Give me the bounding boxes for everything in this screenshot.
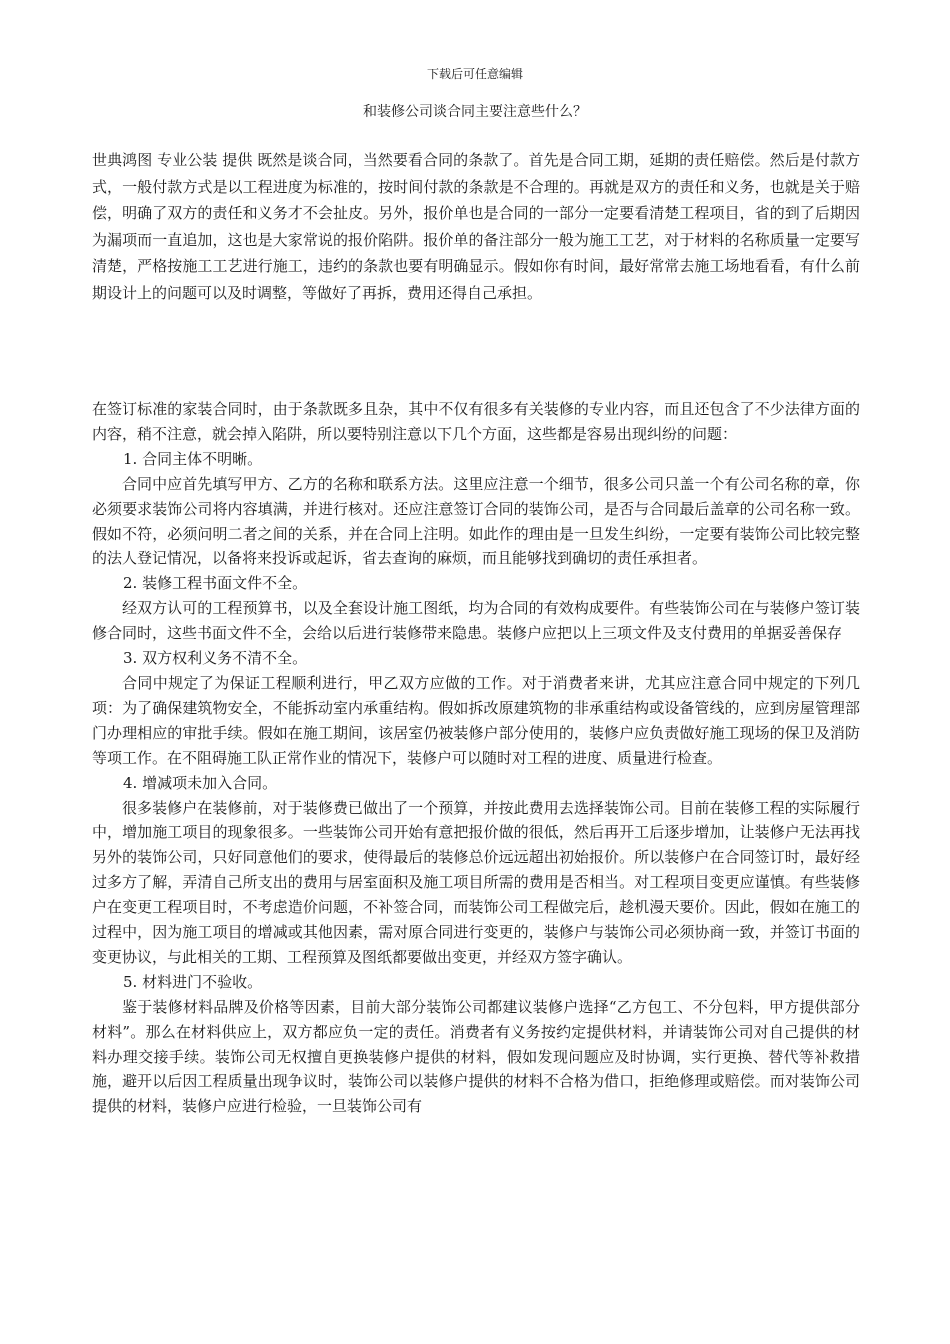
section-paragraph-3: 合同中规定了为保证工程顺利进行，甲乙双方应做的工作。对于消费者来讲，尤其应注意合同中规定的下列几项：为了确保建筑物安全，不能拆动室内承重结构。假如拆改原建筑物的非承重结构或设备管线的，应到房屋管理部门办理相应的审批手续。假如在施工期间，该居室仍被装修户部分使用的，装修户应负责做好施工现场的保卫及消防等项工作。在不阻碍施工队正常作业的情况下，装修户可以随时对工程的进度、质量进行检查。 [92, 673, 860, 767]
section-heading-5: 5. 材料进门不验收。 [123, 972, 263, 991]
section-paragraph-1: 合同中应首先填写甲方、乙方的名称和联系方法。这里应注意一个细节，很多公司只盖一个有公司名称的章，你必须要求装饰公司将内容填满，并进行核对。还应注意签订合同的装饰公司，是否与合同最后盖章的公司名称一致。假如不符，必须问明二者之间的关系，并在合同上注明。如此作的理由是一旦发生纠纷，一定要有装饰公司比较完整的法人登记情况，以备将来投诉或起诉，省去查询的麻烦，而且能够找到确切的责任承担者。 [92, 474, 860, 568]
lead-paragraph: 在签订标准的家装合同时，由于条款既多且杂，其中不仅有很多有关装修的专业内容，而且还包含了不少法律方面的内容，稍不注意，就会掉入陷阱，所以要特别注意以下几个方面，这些都是容易出现纠纷的问题： [92, 400, 860, 443]
section-heading-1: 1. 合同主体不明晰。 [123, 449, 263, 468]
section-paragraph-4: 很多装修户在装修前，对于装修费已做出了一个预算，并按此费用去选择装饰公司。目前在装修工程的实际履行中，增加施工项目的现象很多。一些装饰公司开始有意把报价做的很低，然后再开工后逐步增加，让装修户无法再找另外的装饰公司，只好同意他们的要求，使得最后的装修总价远远超出初始报价。所以装修户在合同签订时，最好经过多方了解，弄清自己所支出的费用与居室面积及施工项目所需的费用是否相当。对工程项目变更应谨慎。有些装修户在变更工程项目时，不考虑造价问题，不补签合同，而装饰公司工程做完后，趁机漫天要价。因此，假如在施工的过程中，因为施工项目的增减或其他因素，需对原合同进行变更的，装修户与装饰公司必须协商一致，并签订书面的变更协议，与此相关的工期、工程预算及图纸都要做出变更，并经双方签字确认。 [92, 798, 860, 966]
intro-paragraph: 世典鸿图 专业公装 提供 既然是谈合同，当然要看合同的条款了。首先是合同工期，延期的责任赔偿。然后是付款方式，一般付款方式是以工程进度为标准的，按时间付款的条款是不合理的。再就是双方的责任和义务，也就是关于赔偿，明确了双方的责任和义务才不会扯皮。另外，报价单也是合同的一部分一定要看清楚工程项目，省的到了后期因为漏项而一直追加，这也是大家常说的报价陷阱。报价单的备注部分一般为施工工艺，对于材料的名称质量一定要写清楚，严格按施工工艺进行施工，违约的条款也要有明确显示。假如你有时间，最好常常去施工场地看看，有什么前期设计上的问题可以及时调整，等做好了再拆，费用还得自己承担。 [92, 151, 860, 302]
header-note: 下载后可任意编辑 [426, 67, 523, 81]
section-heading-4: 4. 增减项未加入合同。 [123, 773, 278, 792]
section-paragraph-2: 经双方认可的工程预算书，以及全套设计施工图纸，均为合同的有效构成要件。有些装饰公司在与装修户签订装修合同时，这些书面文件不全，会给以后进行装修带来隐患。装修户应把以上三项文件及支付费用的单据妥善保存 [92, 599, 860, 643]
page-title: 和装修公司谈合同主要注意些什么？ [363, 104, 587, 120]
section-heading-2: 2. 装修工程书面文件不全。 [123, 574, 308, 593]
section-paragraph-5: 鉴于装修材料品牌及价格等因素，目前大部分装饰公司都建议装修户选择“乙方包工、不分包料，甲方提供部分材料”。那么在材料供应上，双方都应负一定的责任。消费者有义务按约定提供材料，并请装饰公司对自己提供的材料办理交接手续。装饰公司无权擅自更换装修户提供的材料，假如发现问题应及时协调，实行更换、替代等补救措施，避开以后因工程质量出现争议时，装饰公司以装修户提供的材料不合格为借口，拒绝修理或赔偿。而对装饰公司提供的材料，装修户应进行检验，一旦装饰公司有 [92, 997, 860, 1116]
document-body [92, 397, 860, 1119]
section-heading-3: 3. 双方权利义务不清不全。 [123, 649, 308, 668]
